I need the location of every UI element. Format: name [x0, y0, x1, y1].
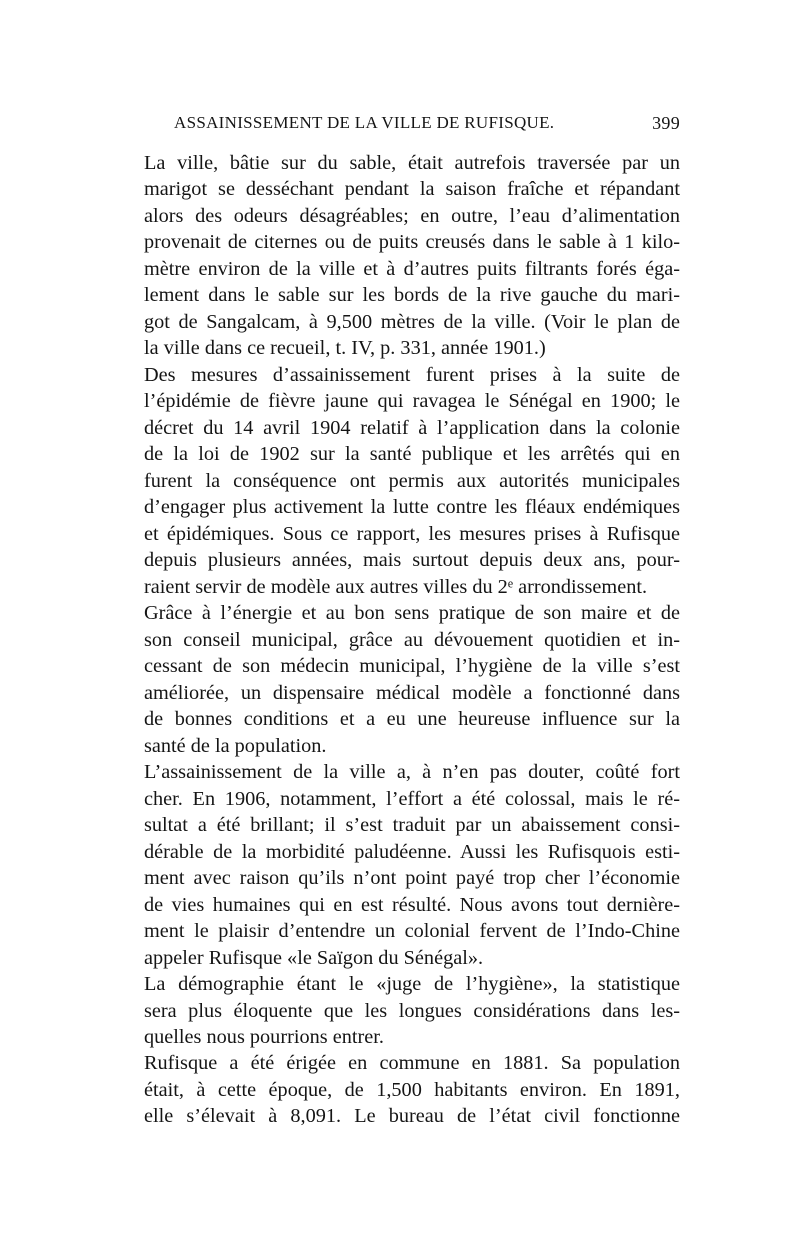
text-line: Grâce à l’énergie et au bon sens pratique de son maire et de: [144, 602, 680, 625]
page-number: 399: [652, 113, 680, 133]
text-line: appeler Rufisque «le Saïgon du Sénégal».: [144, 946, 484, 969]
running-title: ASSAINISSEMENT DE LA VILLE DE RUFISQUE.: [174, 113, 555, 132]
paragraph: [118, 150, 680, 362]
text-line: sultat a été brillant; il s’est traduit par un abaissement consi-: [144, 814, 680, 837]
text-line: cher. En 1906, notamment, l’effort a été colossal, mais le ré-: [144, 787, 680, 810]
paragraph: [118, 1050, 680, 1129]
text-line: marigot se desséchant pendant la saison fraîche et répandant: [144, 178, 680, 201]
text-line: L’assainissement de la ville a, à n’en pas douter, coûté fort: [144, 761, 680, 784]
text-line: got de Sangalcam, à 9,500 mètres de la ville. (Voir le plan de: [144, 310, 680, 333]
text-line: La ville, bâtie sur du sable, était autrefois traversée par un: [144, 152, 680, 174]
text-line: et épidémiques. Sous ce rapport, les mesures prises à Rufisque: [144, 522, 680, 545]
text-line: améliorée, un dispensaire médical modèle a fonctionné dans: [144, 681, 680, 704]
text-line: quelles nous pourrions entrer.: [144, 1025, 384, 1048]
text-line: l’épidémie de fièvre jaune qui ravagea le Sénégal en 1900; le: [144, 390, 680, 413]
text-line: sera plus éloquente que les longues considérations dans les-: [144, 999, 680, 1022]
text-line: elle s’élevait à 8,091. Le bureau de l’état civil fonctionne: [144, 1105, 680, 1128]
text-line: cessant de son médecin municipal, l’hygiène de la ville s’est: [144, 655, 680, 678]
text-line: ment le plaisir d’entendre un colonial fervent de l’Indo-Chine: [144, 920, 680, 943]
text-line: furent la conséquence ont permis aux autorités municipales: [144, 469, 680, 492]
text-line: de bonnes conditions et a eu une heureuse influence sur la: [144, 708, 680, 731]
text-line: d’engager plus activement la lutte contre les fléaux endémiques: [144, 496, 680, 519]
text-line: depuis plusieurs années, mais surtout depuis deux ans, pour-: [144, 549, 680, 572]
text-line: La démographie étant le «juge de l’hygiène», la statistique: [144, 973, 680, 996]
paragraph: [118, 759, 680, 971]
text-line: provenait de citernes ou de puits creusés dans le sable à 1 kilo-: [144, 231, 680, 254]
text-line: santé de la population.: [144, 734, 327, 757]
paragraph: [118, 600, 680, 759]
text-line: décret du 14 avril 1904 relatif à l’application dans la colonie: [144, 416, 680, 439]
paragraph: [118, 971, 680, 1050]
text-line: son conseil municipal, grâce au dévouement quotidien et in-: [144, 628, 680, 651]
running-head: [118, 113, 680, 143]
text-line: Des mesures d’assainissement furent prises à la suite de: [144, 363, 680, 386]
paragraph: [118, 362, 680, 600]
text-line: alors des odeurs désagréables; en outre, l’eau d’alimentation: [144, 204, 680, 227]
text-line: de la loi de 1902 sur la santé publique et les arrêtés qui en: [144, 443, 680, 466]
body-text: [118, 150, 680, 1130]
text-line: dérable de la morbidité paludéenne. Aussi les Rufisquois esti-: [144, 840, 680, 863]
text-line: mètre environ de la ville et à d’autres puits filtrants forés éga-: [144, 257, 680, 280]
text-line: raient servir de modèle aux autres villes du 2ᵉ arrondissement.: [144, 575, 648, 598]
text-line: de vies humaines qui en est résulté. Nous avons tout dernière-: [144, 893, 680, 916]
text-line: lement dans le sable sur les bords de la rive gauche du mari-: [144, 284, 680, 307]
text-line: la ville dans ce recueil, t. IV, p. 331, année 1901.): [144, 337, 546, 360]
text-line: Rufisque a été érigée en commune en 1881. Sa population: [144, 1052, 680, 1075]
text-line: ment avec raison qu’ils n’ont point payé trop cher l’économie: [144, 867, 680, 890]
text-line: était, à cette époque, de 1,500 habitants environ. En 1891,: [144, 1078, 680, 1101]
